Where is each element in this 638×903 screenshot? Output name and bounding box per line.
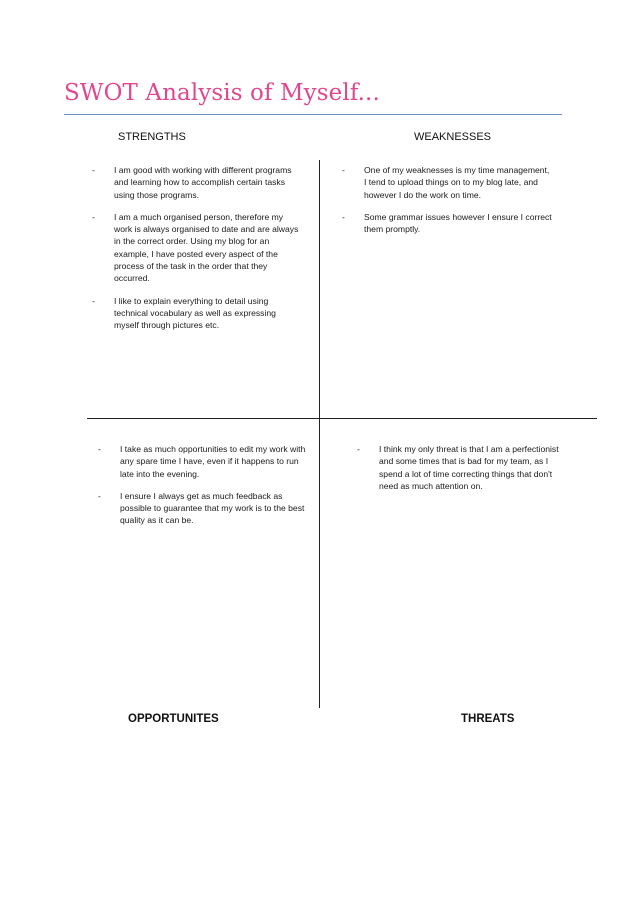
threat-item <box>357 443 565 492</box>
bullet-dash: - <box>92 295 95 306</box>
strength-text: I like to explain everything to detail using technical vocabulary as well as expressing myself through pictures etc. <box>114 295 276 331</box>
heading-strengths: STRENGTHS <box>118 131 186 143</box>
bullet-dash: - <box>357 444 360 454</box>
heading-weaknesses: WEAKNESSES <box>414 131 492 143</box>
strength-item <box>92 164 300 201</box>
bullet-dash: - <box>342 211 345 222</box>
bullet-dash: - <box>98 490 101 501</box>
opportunity-text: I ensure I always get as much feedback as possible to guarantee that my work is to the best quality as it can be. <box>120 490 305 526</box>
weakness-item <box>342 164 554 201</box>
opportunities-list <box>98 443 308 537</box>
strength-item <box>92 211 300 285</box>
strength-text: I am good with working with different programs and learning how to accomplish certain tasks using those programs. <box>114 165 292 200</box>
bullet-dash: - <box>342 165 345 175</box>
strength-text: I am a much organised person, therefore my work is always organised to date and are always in the correct order. Using my blog for an example, I have posted every aspect of the process of the task in the order that they occurred. <box>114 211 299 284</box>
heading-threats: THREATS <box>461 713 515 725</box>
threat-text: I think my only threat is that I am a perfectionist and some times that is bad for my team, as I spend a lot of time correcting things that don't need as much attention on. <box>379 444 559 491</box>
weakness-text: Some grammar issues however I ensure I correct them promptly. <box>364 211 552 235</box>
grid-vertical-divider <box>319 160 320 708</box>
title-underline <box>64 114 562 115</box>
strength-item <box>92 295 300 332</box>
opportunity-item <box>98 443 308 480</box>
strengths-list <box>92 164 300 342</box>
opportunity-text: I take as much opportunities to edit my work with any spare time I have, even if it happens to run late into the evening. <box>120 444 306 479</box>
bullet-dash: - <box>92 211 95 222</box>
heading-opportunities: OPPORTUNITES <box>128 713 219 725</box>
threats-list <box>357 443 565 502</box>
bullet-dash: - <box>92 165 95 175</box>
weaknesses-list <box>342 164 554 245</box>
page-title: SWOT Analysis of Myself... <box>64 80 380 106</box>
bullet-dash: - <box>98 444 101 454</box>
weakness-text: One of my weaknesses is my time management, I tend to upload things on to my blog late, and however I do the work on time. <box>364 165 550 200</box>
opportunity-item <box>98 490 308 527</box>
weakness-item <box>342 211 554 236</box>
grid-horizontal-divider <box>87 418 597 419</box>
